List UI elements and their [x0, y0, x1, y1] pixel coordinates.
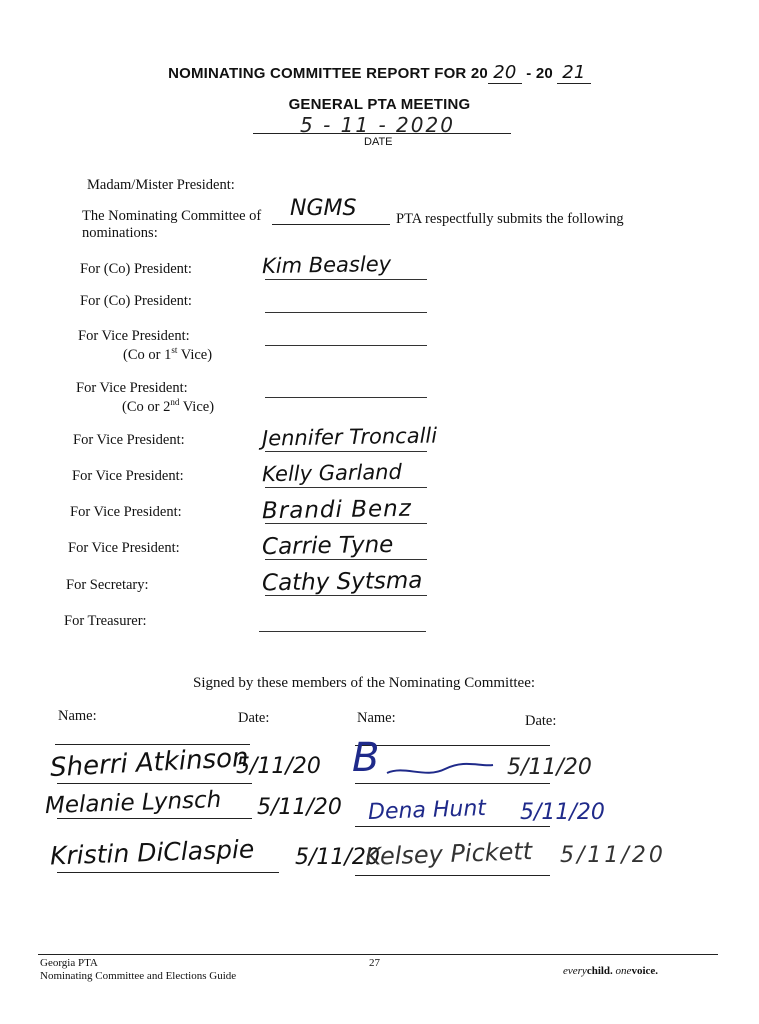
nominee-line: [265, 559, 427, 560]
signature-stroke: [385, 755, 495, 785]
intro-line2: nominations:: [82, 225, 158, 241]
signature: Kelsey Pickett: [364, 837, 533, 871]
pta-name-handwritten: NGMS: [290, 196, 357, 221]
nominee-name: Carrie Tyne: [261, 531, 394, 561]
signature-line: [355, 745, 550, 746]
signature-date: 5/11/20: [560, 843, 666, 868]
nominee-name: Jennifer Troncalli: [261, 423, 438, 451]
nominee-line: [265, 487, 427, 488]
pta-name-line: [272, 224, 390, 225]
nominee-line: [265, 345, 427, 346]
nominee-line: [259, 631, 426, 632]
nominee-line: [265, 595, 427, 596]
signature-date: 5/11/20: [295, 845, 380, 870]
title-prefix: NOMINATING COMMITTEE REPORT FOR 20: [168, 65, 488, 82]
signature: Sherri Atkinson: [49, 742, 250, 784]
name-column-label: Name:: [58, 708, 97, 724]
office-sublabel: (Co or 2nd Vice): [122, 397, 215, 415]
signature: B: [352, 735, 380, 781]
nominee-line: [265, 397, 427, 398]
footer-page-number: 27: [369, 957, 380, 969]
signature: Melanie Lynsch: [44, 786, 222, 820]
meeting-date-handwritten: 5 - 11 - 2020: [300, 113, 455, 137]
signature-line: [355, 875, 550, 876]
intro-suffix: PTA respectfully submits the following: [396, 211, 624, 227]
footer-guide: Nominating Committee and Elections Guide: [40, 970, 237, 982]
signature: Dena Hunt: [367, 795, 487, 826]
title-separator: - 20: [521, 65, 553, 82]
nominee-line: [265, 451, 427, 452]
office-label: For (Co) President:: [80, 261, 192, 277]
footer-rule: [38, 954, 718, 955]
office-label: For Vice President:: [76, 380, 188, 396]
office-label: For Vice President:: [68, 540, 180, 556]
intro-prefix: The Nominating Committee of: [82, 208, 262, 224]
signature-date: 5/11/20: [236, 754, 321, 779]
office-label: For (Co) President:: [80, 293, 192, 309]
nominee-name: Brandi Benz: [261, 495, 413, 525]
footer-org: Georgia PTA: [40, 957, 98, 969]
nominee-name: Kelly Garland: [261, 459, 403, 487]
year-start-handwritten: 20: [488, 62, 522, 84]
nominee-line: [265, 279, 427, 280]
office-label: For Vice President:: [73, 432, 185, 448]
signature-line: [355, 783, 550, 784]
year-end-handwritten: 21: [557, 62, 591, 84]
nominee-line: [265, 312, 427, 313]
signature-date: 5/11/20: [257, 795, 342, 820]
date-caption: DATE: [364, 136, 393, 148]
report-title: [0, 62, 759, 84]
signature-line: [57, 783, 252, 784]
meeting-subtitle: GENERAL PTA MEETING: [288, 96, 471, 113]
signature-line: [57, 818, 252, 819]
office-label: For Treasurer:: [64, 613, 147, 629]
signature-date: 5/11/20: [507, 755, 592, 780]
footer-slogan: everychild. onevoice.: [563, 965, 659, 977]
signatures-heading: Signed by these members of the Nominating Committee:: [193, 675, 536, 691]
signature-date: 5/11/20: [520, 800, 605, 825]
office-label: For Secretary:: [66, 577, 149, 593]
office-sublabel: (Co or 1st Vice): [123, 345, 213, 363]
office-label: For Vice President:: [78, 328, 190, 344]
name-column-label: Name:: [357, 710, 396, 726]
nominee-line: [265, 523, 427, 524]
date-column-label: Date:: [525, 713, 557, 729]
nominee-name: Kim Beasley: [261, 251, 392, 279]
signature-line: [57, 872, 279, 873]
signature: Kristin DiClaspie: [49, 834, 255, 871]
nominee-name: Cathy Sytsma: [261, 567, 423, 597]
salutation: Madam/Mister President:: [87, 177, 235, 193]
office-label: For Vice President:: [72, 468, 184, 484]
date-column-label: Date:: [238, 710, 270, 726]
office-label: For Vice President:: [70, 504, 182, 520]
meeting-date-line: [253, 133, 511, 134]
signature-line: [355, 826, 550, 827]
